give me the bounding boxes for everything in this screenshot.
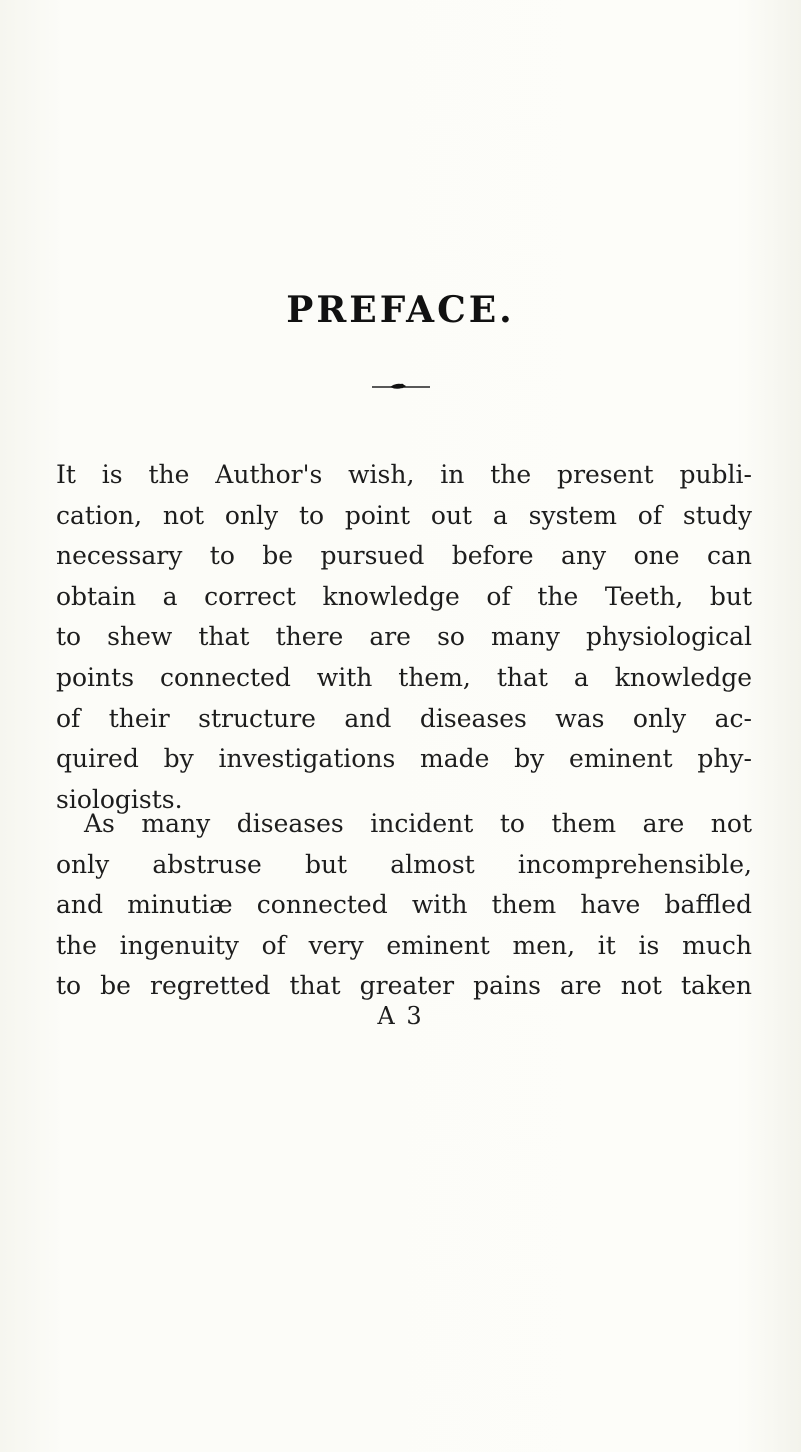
paragraph-2-line: As many diseases incident to them are not: [84, 809, 752, 838]
paragraph-1-line: necessary to be pursued before any one can: [56, 541, 752, 571]
page-title: PREFACE.: [286, 289, 515, 331]
paragraph-1-line: quired by investigations made by eminent phy-: [56, 744, 752, 774]
paragraph-1-line: It is the Author's wish, in the present publi-: [56, 460, 752, 489]
paragraph-1-line: of their structure and diseases was only ac-: [56, 703, 752, 733]
paragraph-1-line: obtain a correct knowledge of the Teeth, but: [56, 581, 752, 611]
signature-mark: A 3: [377, 1002, 424, 1030]
paragraph-2-line: the ingenuity of very eminent men, it is much: [56, 930, 752, 960]
paragraph-1-line: to shew that there are so many physiological: [56, 622, 752, 652]
paragraph-1: [56, 455, 752, 820]
paragraph-2: [56, 804, 752, 1007]
paragraph-1-line: cation, not only to point out a system of study: [56, 500, 752, 530]
paragraph-2-line: and minutiæ connected with them have baffled: [56, 890, 752, 920]
paragraph-2-line: to be regretted that greater pains are not taken: [56, 971, 752, 1001]
ornament-rule-icon: [372, 380, 430, 392]
paragraph-1-line: siologists.: [56, 784, 183, 814]
paragraph-1-line: points connected with them, that a knowledge: [56, 662, 752, 692]
paragraph-2-line: only abstruse but almost incomprehensible,: [56, 849, 752, 879]
